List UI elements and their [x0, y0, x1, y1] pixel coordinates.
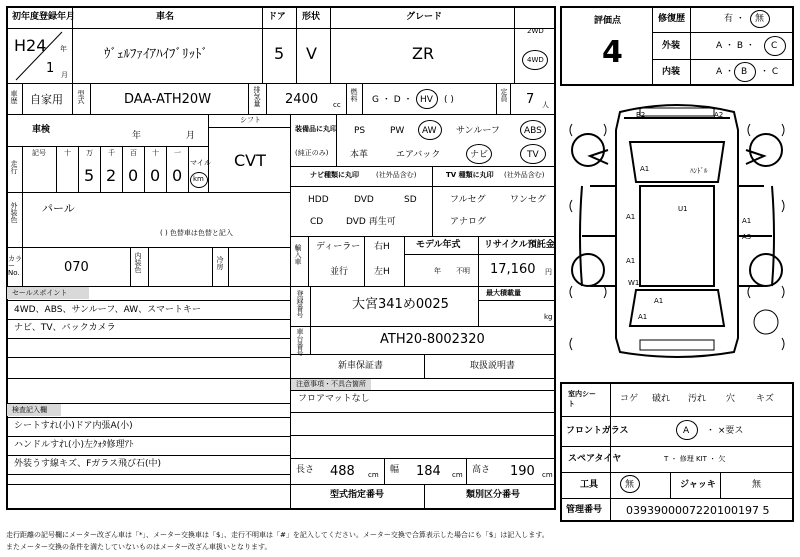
- spare-tire-label: スペアタイヤ: [568, 454, 622, 464]
- warranty-manual: 取扱説明書: [470, 361, 516, 371]
- drive-2wd: 2WD: [527, 27, 544, 35]
- seat-item: コゲ: [620, 394, 639, 404]
- mileage-digit-label: 一: [174, 149, 181, 157]
- damage-mark: A1: [742, 217, 752, 225]
- navi-dvd-play: DVD 再生可: [346, 217, 396, 227]
- grade-label: グレード: [406, 12, 443, 22]
- usage-value: 自家用: [30, 93, 63, 106]
- interior-b: B: [741, 67, 748, 77]
- length-unit: cm: [368, 471, 379, 479]
- navi-dvd: DVD: [354, 195, 374, 205]
- spare-tire-items: T ・ 修理 KIT ・ 欠: [664, 455, 726, 463]
- tools-value: 無: [625, 480, 635, 490]
- inspection-month: 月: [186, 131, 196, 141]
- door-label: ドア: [268, 12, 286, 22]
- import-parallel: 並行: [330, 267, 349, 277]
- model-year-year: 年: [434, 267, 441, 275]
- model-year-unknown: 不明: [456, 267, 470, 275]
- repair-history-options: 有 ・: [724, 14, 745, 24]
- seat-item: 汚れ: [688, 394, 707, 404]
- fuel-options: G ・ D ・: [372, 95, 413, 105]
- door-count: 5: [274, 44, 285, 63]
- damage-mark: A1: [640, 165, 650, 173]
- tv-sub: (社外品含む): [504, 171, 545, 179]
- notes-label: 注意事項・不具合箇所: [296, 380, 366, 388]
- tools-label: 工具: [580, 480, 599, 490]
- damage-mark: B2: [636, 111, 646, 119]
- interior-label: 内装: [662, 67, 681, 77]
- mileage-digit: 0: [172, 166, 183, 185]
- front-glass-rest: ・ ×要ス: [706, 426, 744, 436]
- inspector-line: ハンドルすれ(小)左ｸｫﾀ修理ｱﾄ: [14, 440, 134, 450]
- damage-mark: A1: [638, 313, 648, 321]
- length-value: 488: [330, 464, 355, 479]
- seat-item: 破れ: [652, 394, 671, 404]
- color-label: 外装色: [10, 202, 18, 223]
- inspector-line: シートすれ(小)ドア内張A(小): [14, 421, 133, 431]
- equipment-tv: TV: [527, 150, 539, 160]
- shift-value: CVT: [234, 151, 266, 170]
- reg-month: 1: [46, 61, 55, 76]
- damage-mark: ﾊﾝﾄﾞﾙ: [690, 167, 708, 175]
- fuel-label: 燃料: [350, 88, 358, 102]
- footer-note: またメーター交換の条件を満たしていないものはメーター改ざん車扱いとなります。: [6, 543, 272, 551]
- inspector-label: 検査記入欄: [12, 406, 47, 414]
- seat-label: 室内シート: [568, 390, 596, 408]
- import-dealer: ディーラー: [316, 242, 361, 252]
- grade-value: ZR: [412, 44, 435, 63]
- equipment-leather: 本革: [350, 150, 369, 160]
- import-right-h: 右H: [374, 242, 390, 252]
- reg-era: H24: [14, 36, 47, 55]
- damage-mark: A1: [626, 257, 636, 265]
- front-glass-a: A: [683, 426, 690, 436]
- mileage-mile: マイル: [190, 159, 211, 167]
- max-load-label: 最大積載量: [486, 289, 521, 297]
- navi-sd: SD: [404, 195, 417, 205]
- mileage-digit-label: 十: [64, 149, 71, 157]
- damage-mark: A2: [714, 111, 724, 119]
- tv-oneseg: ワンセグ: [510, 195, 547, 205]
- color-value: パール: [42, 202, 75, 215]
- capacity-value: 7: [526, 92, 535, 107]
- color-note: ( ) 色替車は色替と記入: [160, 229, 233, 237]
- height-value: 190: [510, 464, 535, 479]
- repair-history-label: 修復歴: [658, 14, 686, 24]
- model-year-label: モデル年式: [416, 240, 461, 250]
- shape-label: 形状: [302, 12, 321, 22]
- equipment-sunroof: サンルーフ: [456, 126, 500, 136]
- damage-mark: W1: [628, 279, 640, 287]
- mileage-label: 走行: [10, 160, 18, 174]
- recycle-label: リサイクル預託金: [484, 240, 555, 250]
- rating-value: 4: [602, 35, 623, 70]
- shift-label: シフト: [240, 116, 261, 124]
- sales-line: 4WD、ABS、サンルーフ、AW、スマートキー: [14, 305, 201, 315]
- interior-options: A ・: [716, 67, 735, 77]
- chassis-label: 車台番号: [296, 328, 304, 356]
- exterior-c: C: [771, 41, 778, 51]
- import-left-h: 左H: [374, 267, 390, 277]
- inspection-year: 年: [132, 131, 142, 141]
- equipment-pw: PW: [390, 126, 405, 136]
- import-label: 輸入車: [294, 244, 302, 265]
- body-shape: V: [306, 44, 317, 63]
- inspection-label: 車検: [32, 125, 51, 135]
- damage-mark: U1: [678, 205, 688, 213]
- width-label: 幅: [390, 465, 400, 475]
- sales-label: セールスポイント: [12, 289, 68, 297]
- chassis-value: ATH20-8002320: [380, 332, 485, 347]
- model-value: DAA-ATH20W: [124, 92, 212, 107]
- displacement-value: 2400: [285, 92, 319, 107]
- car-name-label: 車名: [156, 12, 175, 22]
- equipment-airbag: エアバック: [396, 150, 441, 160]
- tv-fullseg: フルセグ: [450, 195, 486, 205]
- damage-mark: A1: [626, 213, 636, 221]
- mileage-digit: 5: [84, 166, 95, 185]
- reg-month-char: 月: [61, 71, 68, 79]
- sales-line: ナビ、TV、バックカメラ: [14, 323, 116, 333]
- displacement-label: 排気量: [253, 86, 261, 107]
- first-reg-label: 初年度登録年月: [12, 12, 76, 22]
- footer-note: 走行距離の記号欄にメーター改ざん車は「*」、メーター交換車は「$」、走行不明車は「#」を記入してください。メーター交換で合算表示した場合にも「$」は記入します。: [6, 531, 549, 539]
- mileage-digit-label: 千: [108, 149, 115, 157]
- fuel-paren: ( ): [444, 95, 454, 105]
- equipment-aw: AW: [422, 126, 437, 136]
- tv-analog: アナログ: [450, 217, 487, 227]
- equipment-navi: ナビ: [470, 150, 489, 160]
- navi-label: ナビ種類に丸印: [310, 171, 359, 179]
- aircon-label: 冷房: [216, 256, 224, 270]
- max-load-unit: kg: [544, 313, 553, 321]
- registration-value: 大宮341め0025: [352, 297, 449, 312]
- equipment-abs: ABS: [524, 126, 542, 136]
- management-number-label: 管理番号: [566, 505, 603, 515]
- front-glass-label: フロントガラス: [566, 426, 629, 436]
- navi-cd: CD: [310, 217, 324, 227]
- mileage-digit: 0: [128, 166, 139, 185]
- recycle-yen: 円: [545, 268, 552, 276]
- mileage-digit-label: 百: [130, 149, 137, 157]
- damage-mark: A3: [742, 233, 752, 241]
- exterior-label: 外装: [662, 41, 681, 51]
- color-no-label: カラーNo.: [8, 255, 22, 277]
- management-number: 0393900007220100197 5: [626, 504, 770, 517]
- mileage-km: km: [193, 175, 204, 183]
- displacement-unit: cc: [333, 101, 341, 109]
- type-designation-label: 型式指定番号: [330, 490, 385, 500]
- car-damage-diagram: [560, 90, 794, 374]
- navi-sub: (社外品含む): [376, 171, 417, 179]
- car-name: ｳﾞｪﾙﾌｧｲｱﾊｲﾌﾞﾘｯﾄﾞ: [104, 47, 208, 62]
- height-label: 高さ: [472, 465, 491, 475]
- mileage-digit-label: 十: [152, 149, 159, 157]
- length-label: 長さ: [296, 465, 315, 475]
- color-no: 070: [64, 260, 89, 275]
- capacity-unit: 人: [542, 101, 549, 109]
- mileage-digit: 2: [106, 166, 117, 185]
- navi-hdd: HDD: [308, 195, 329, 205]
- width-value: 184: [416, 464, 441, 479]
- drive-4wd: 4WD: [527, 56, 544, 64]
- rating-label: 評価点: [594, 16, 622, 26]
- registration-label: 登録番号: [296, 290, 304, 318]
- fuel-hv: HV: [420, 95, 433, 105]
- inspector-line: 外装うす線キズ、Fガラス飛び石(中): [14, 459, 162, 469]
- mileage-digit: 0: [150, 166, 161, 185]
- jack-value: 無: [752, 480, 762, 490]
- seat-item: 穴: [726, 394, 736, 404]
- mileage-digit-label: 記号: [32, 149, 46, 157]
- equipment-ps: PS: [354, 126, 366, 136]
- height-unit: cm: [542, 471, 553, 479]
- recycle-value: 17,160: [490, 262, 536, 277]
- exterior-options: A ・ B ・: [716, 41, 755, 51]
- reg-year-char: 年: [60, 45, 67, 53]
- capacity-label: 定員: [500, 88, 508, 102]
- tv-label: TV 種類に丸印: [446, 171, 494, 179]
- warranty-new-car: 新車保証書: [338, 361, 384, 371]
- interior-c: ・ C: [760, 67, 779, 77]
- notes-value: フロアマットなし: [298, 394, 370, 404]
- usage-label: 車歴: [10, 90, 18, 104]
- width-unit: cm: [452, 471, 463, 479]
- equipment-sub: (純正のみ): [295, 149, 329, 157]
- interior-color-label: 内装色: [134, 252, 142, 273]
- damage-mark: A1: [654, 297, 664, 305]
- repair-history-none: 無: [755, 14, 765, 24]
- model-label: 型式: [77, 90, 85, 104]
- jack-label: ジャッキ: [680, 480, 716, 490]
- seat-item: キズ: [756, 394, 774, 404]
- mileage-digit-label: 万: [86, 149, 93, 157]
- class-number-label: 類別区分番号: [466, 490, 521, 500]
- equipment-label: 装備品に丸印: [295, 125, 337, 133]
